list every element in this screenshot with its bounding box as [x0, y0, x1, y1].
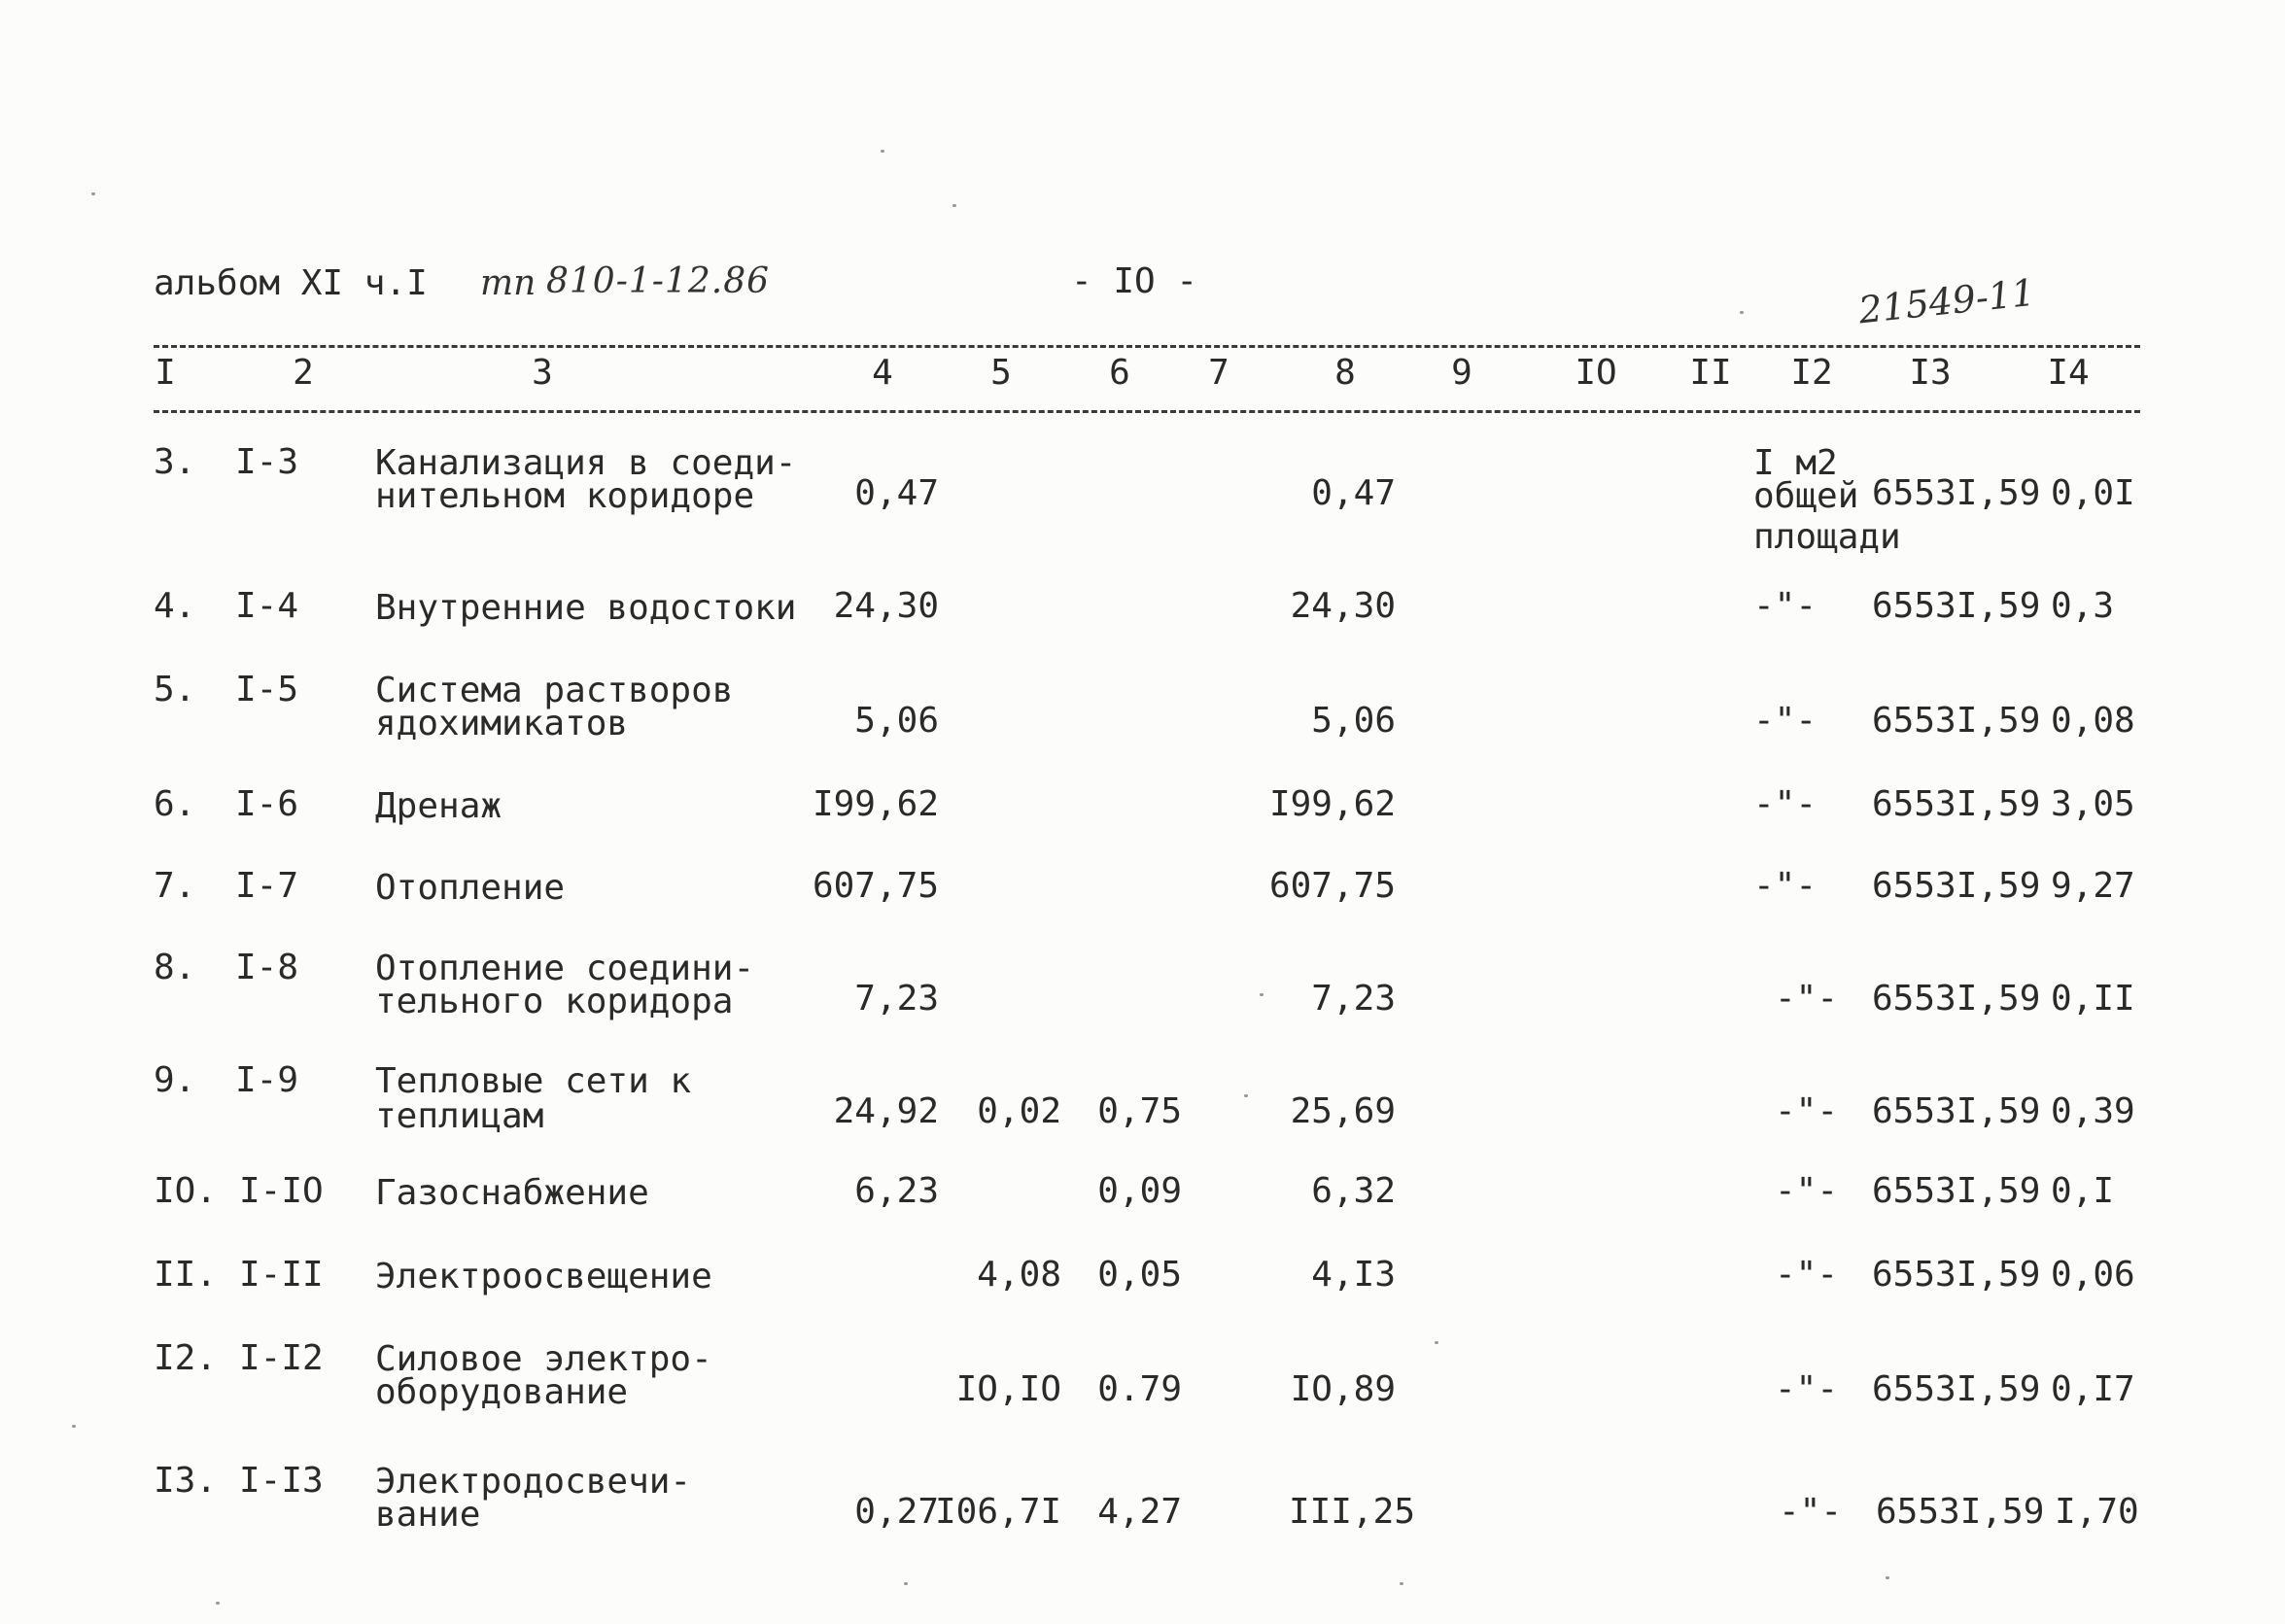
cell-col5: IO,IO — [955, 1369, 1061, 1409]
row-number: 7. — [154, 866, 196, 906]
column-header: I — [155, 353, 176, 393]
scan-speck — [1260, 993, 1264, 996]
row-number: I2. — [154, 1338, 218, 1378]
cell-col5: 4,08 — [977, 1255, 1061, 1295]
column-header: 2 — [293, 353, 314, 393]
row-name-line1: Электродосвечи- — [375, 1462, 692, 1502]
row-name-line1: Электроосвещение — [375, 1257, 712, 1296]
cell-col13: 6553I,59 — [1872, 1171, 2041, 1211]
row-name-line1: Силовое электро- — [375, 1339, 712, 1379]
cell-unit: -"- — [1775, 1369, 1839, 1409]
cell-col13: 6553I,59 — [1872, 1091, 2041, 1131]
scan-speck — [1740, 311, 1744, 314]
cell-col14: 0,0I — [2051, 473, 2135, 513]
cell-col14: 0,3 — [2051, 586, 2115, 626]
cell-col6: 4,27 — [1097, 1492, 1182, 1532]
cell-unit: -"- — [1753, 586, 1818, 626]
cell-col8: 6,32 — [1311, 1171, 1396, 1211]
tp-label: тп — [480, 263, 537, 303]
cell-col8: 4,I3 — [1311, 1255, 1396, 1295]
row-number: 5. — [154, 670, 196, 709]
cell-col4: 7,23 — [854, 979, 939, 1019]
row-code: I-3 — [235, 442, 299, 482]
scan-speck — [1435, 1341, 1438, 1344]
row-number: I3. — [154, 1461, 218, 1501]
cell-unit: -"- — [1753, 701, 1818, 741]
scan-speck — [881, 150, 884, 153]
column-header: IO — [1575, 353, 1617, 393]
column-header: I4 — [2047, 353, 2090, 393]
cell-col4: 0,27 — [854, 1492, 939, 1532]
cell-col8: 25,69 — [1290, 1091, 1396, 1131]
column-header: 9 — [1451, 353, 1472, 393]
cell-unit: -"- — [1775, 979, 1839, 1019]
cell-col14: 0,I7 — [2051, 1369, 2135, 1409]
cell-col6: 0,05 — [1097, 1255, 1182, 1295]
scan-speck — [216, 1602, 220, 1605]
cell-col13: 6553I,59 — [1872, 866, 2041, 906]
cell-col13: 6553I,59 — [1876, 1492, 2045, 1532]
header-rule-bottom — [154, 410, 2140, 413]
row-number: 3. — [154, 442, 196, 482]
cell-col13: 6553I,59 — [1872, 784, 2041, 824]
cell-unit: -"- — [1775, 1171, 1839, 1211]
column-header: 6 — [1109, 353, 1130, 393]
cell-unit-line2: общей — [1753, 476, 1859, 516]
row-name-line2: нительном коридоре — [375, 476, 755, 516]
cell-unit-line1: I м2 — [1753, 443, 1838, 483]
row-code: I-I3 — [239, 1461, 324, 1501]
row-number: 4. — [154, 586, 196, 626]
row-name-line1: Система растворов — [375, 671, 734, 710]
row-code: I-4 — [235, 586, 299, 626]
column-header: 5 — [990, 353, 1012, 393]
cell-col13: 6553I,59 — [1872, 473, 2041, 513]
cell-col4: 607,75 — [812, 866, 939, 906]
column-header: 7 — [1208, 353, 1229, 393]
row-name-line1: Тепловые сети к — [375, 1061, 692, 1101]
row-code: I-5 — [235, 670, 299, 709]
cell-col8: 24,30 — [1290, 586, 1396, 626]
cell-unit: -"- — [1775, 1091, 1839, 1131]
row-name-line1: Отопление — [375, 868, 566, 908]
cell-unit: -"- — [1753, 866, 1818, 906]
cell-col5: I06,7I — [935, 1492, 1062, 1532]
row-code: I-7 — [235, 866, 299, 906]
cell-unit: -"- — [1775, 1255, 1839, 1295]
row-number: II. — [154, 1255, 218, 1295]
scan-speck — [952, 204, 956, 207]
cell-col13: 6553I,59 — [1872, 1255, 2041, 1295]
stamp-number: 21549-11 — [1856, 270, 2037, 332]
cell-col14: I,70 — [2055, 1492, 2139, 1532]
scan-speck — [1244, 1094, 1248, 1097]
scan-speck — [1886, 1576, 1889, 1579]
row-name-line1: Канализация в соеди- — [375, 443, 797, 483]
cell-col6: 0.79 — [1097, 1369, 1182, 1409]
row-name-line1: Дренаж — [375, 786, 502, 826]
cell-col14: 0,08 — [2051, 701, 2135, 741]
row-code: I-8 — [235, 948, 299, 987]
cell-col5: 0,02 — [977, 1091, 1061, 1131]
scan-speck — [1400, 1582, 1403, 1585]
row-code: I-6 — [235, 784, 299, 824]
album-label: альбом XI ч.I — [154, 263, 428, 303]
cell-col8: IO,89 — [1290, 1369, 1396, 1409]
scan-speck — [91, 192, 95, 195]
cell-col4: 0,47 — [854, 473, 939, 513]
page-number: - IO - — [1071, 261, 1198, 301]
row-code: I-I2 — [239, 1338, 324, 1378]
row-name-line2: вание — [375, 1495, 481, 1535]
column-header: I2 — [1790, 353, 1833, 393]
header-rule-top — [154, 345, 2140, 348]
cell-col8: III,25 — [1288, 1492, 1415, 1532]
scan-speck — [904, 1582, 908, 1585]
cell-col6: 0,75 — [1097, 1091, 1182, 1131]
cell-col14: 0,06 — [2051, 1255, 2135, 1295]
cell-unit: -"- — [1779, 1492, 1843, 1532]
tp-number: 810-1-12.86 — [546, 261, 771, 301]
cell-col4: 5,06 — [854, 701, 939, 741]
column-header: 4 — [872, 353, 893, 393]
row-name-line1: Отопление соедини- — [375, 949, 755, 988]
cell-col13: 6553I,59 — [1872, 586, 2041, 626]
cell-col14: 3,05 — [2051, 784, 2135, 824]
column-header: 8 — [1334, 353, 1356, 393]
cell-col8: 607,75 — [1268, 866, 1396, 906]
row-number: IO. — [154, 1171, 218, 1211]
cell-col4: I99,62 — [812, 784, 939, 824]
cell-col8: 7,23 — [1311, 979, 1396, 1019]
cell-col14: 9,27 — [2051, 866, 2135, 906]
row-name-line1: Газоснабжение — [375, 1173, 649, 1213]
cell-col4: 6,23 — [854, 1171, 939, 1211]
column-header: I3 — [1909, 353, 1952, 393]
row-name-line2: тельного коридора — [375, 982, 734, 1021]
column-header: 3 — [532, 353, 553, 393]
cell-col4: 24,30 — [833, 586, 939, 626]
cell-col13: 6553I,59 — [1872, 1369, 2041, 1409]
cell-unit: -"- — [1753, 784, 1818, 824]
row-code: I-IO — [239, 1171, 324, 1211]
cell-col8: I99,62 — [1268, 784, 1396, 824]
cell-col4: 24,92 — [833, 1091, 939, 1131]
row-code: I-9 — [235, 1060, 299, 1100]
scan-speck — [72, 1425, 76, 1428]
cell-col14: 0,39 — [2051, 1091, 2135, 1131]
cell-col14: 0,II — [2051, 979, 2135, 1019]
row-name-line2: ядохимикатов — [375, 704, 629, 743]
column-header: II — [1689, 353, 1732, 393]
cell-col14: 0,I — [2051, 1171, 2115, 1211]
row-name-line2: оборудование — [375, 1372, 629, 1412]
row-number: 8. — [154, 948, 196, 987]
cell-col8: 5,06 — [1311, 701, 1396, 741]
cell-unit-line3: площади — [1753, 517, 1901, 557]
cell-col13: 6553I,59 — [1872, 979, 2041, 1019]
row-code: I-II — [239, 1255, 324, 1295]
row-number: 9. — [154, 1060, 196, 1100]
row-name-line1: Внутренние водостоки — [375, 588, 797, 628]
cell-col13: 6553I,59 — [1872, 701, 2041, 741]
cell-col8: 0,47 — [1311, 473, 1396, 513]
row-number: 6. — [154, 784, 196, 824]
row-name-line2: теплицам — [375, 1096, 544, 1136]
cell-col6: 0,09 — [1097, 1171, 1182, 1211]
